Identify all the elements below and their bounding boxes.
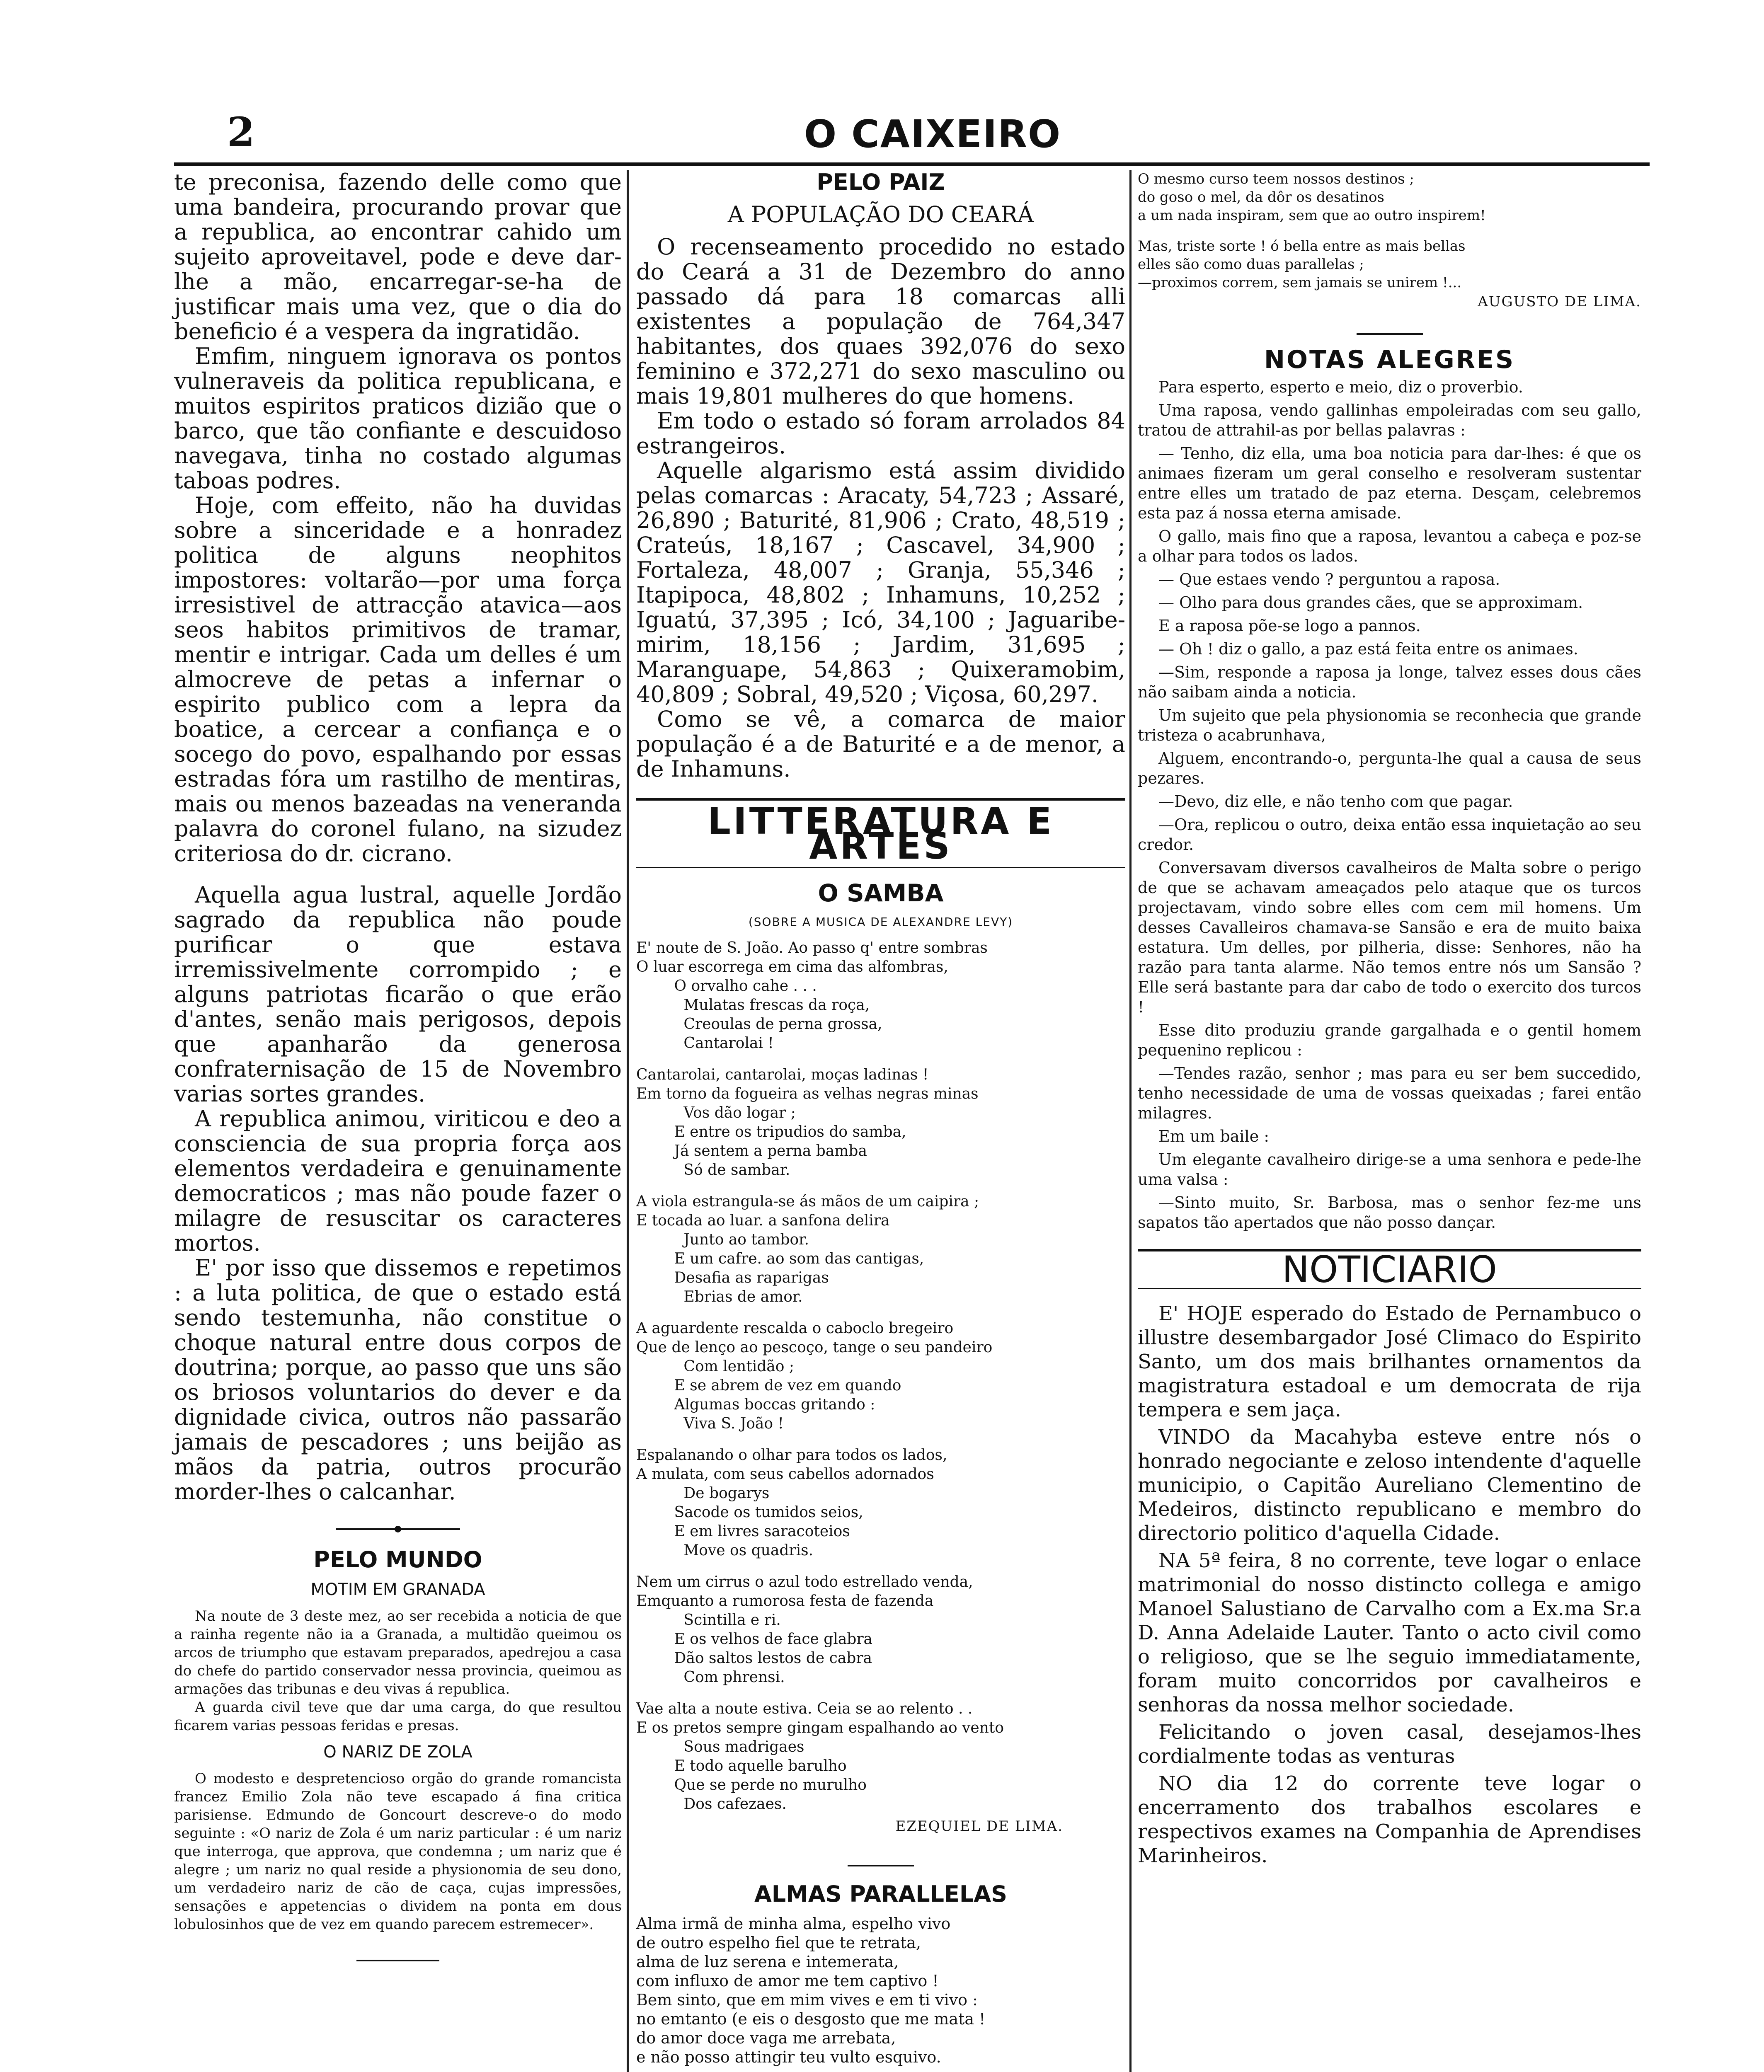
divider: [636, 1848, 1125, 1873]
paragraph: O gallo, mais fino que a raposa, levantou a cabeça e poz-se a olhar para todos os lados.: [1138, 527, 1641, 565]
poem-line: Cantarolai !: [636, 1035, 774, 1052]
signature-augusto: AUGUSTO DE LIMA.: [1478, 293, 1641, 310]
poem-line: do amor doce vaga me arrebata,: [636, 2029, 896, 2047]
poem-line: Move os quadris.: [636, 1542, 814, 1559]
article-title-motim: MOTIM EM GRANADA: [310, 1580, 485, 1599]
poem-almas: [636, 1914, 1125, 2067]
column-2: [636, 170, 1125, 2067]
paragraph: Um sujeito que pela physionomia se reconhecia que grande tristeza o acabrunhava,: [1138, 706, 1641, 744]
poem-line: [636, 1053, 1125, 1065]
paragraph: —Tendes razão, senhor ; mas para eu ser bem succedido, tenho necessidade de uma de vossas queixadas ; farei então milagres.: [1138, 1064, 1641, 1122]
poem-line: Algumas boccas gritando :: [636, 1396, 875, 1413]
paragraph: Para esperto, esperto e meio, diz o proverbio.: [1158, 378, 1523, 396]
paragraph: E' por isso que dissemos e repetimos : a luta politica, de que o estado está sendo testemunha, não constitue o choque natural entre dous corpos de doutrina; porque, ao passo que uns são os briosos voluntarios do dever e da dignidade civica, outros não passarão jamais de pescadores ; uns beijão as mãos da patria, outros procurão morder-lhes o calcanhar.: [174, 1255, 622, 1505]
poem-line: Viva S. João !: [636, 1415, 784, 1432]
article-title-zola: O NARIZ DE ZOLA: [323, 1743, 472, 1762]
poem-line: Cantarolai, cantarolai, moças ladinas !: [636, 1066, 929, 1083]
poem-line: Alma irmã de minha alma, espelho vivo: [636, 1915, 951, 1933]
paragraph: Uma raposa, vendo gallinhas empoleiradas com seu gallo, tratou de attrahil-as por bellas palavras :: [1138, 401, 1641, 439]
column-3: [1138, 170, 1641, 1871]
paragraph: —Sim, responde a raposa ja longe, talvez esses dous cães não saibam ainda a noticia.: [1138, 663, 1641, 701]
paragraph: Alguem, encontrando-o, pergunta-lhe qual a causa de seus pezares.: [1138, 749, 1641, 787]
paragraph: Em um baile :: [1158, 1127, 1270, 1145]
paragraph: Em todo o estado só foram arrolados 84 estrangeiros.: [636, 408, 1125, 459]
poem-line: Com phrensi.: [636, 1669, 785, 1686]
poem-line: Scintilla e ri.: [636, 1612, 781, 1629]
poem-line: E' noute de S. João. Ao passo q' entre sombras: [636, 939, 988, 956]
paragraph: A guarda civil teve que dar uma carga, do que resultou ficarem varias pessoas feridas e presas.: [174, 1699, 622, 1734]
paragraph: O modesto e despretencioso orgão do grande romancista francez Emilio Zola não teve escapado á fina critica parisiense. Edmundo de Goncourt descreve-o do modo seguinte : «O nariz de Zola é um nariz particular : é um nariz que interroga, que approva, que condemna ; um nariz que é alegre ; um nariz no qual reside a physionomia de seu dono, um verdadeiro nariz de cão de caça, cujas impressões, sensações e appetencias o dividem na ponta em dous lobulosinhos que de vez em quando parecem estremecer».: [174, 1770, 622, 1933]
poem-line: e não posso attingir teu vulto esquivo.: [636, 2048, 941, 2066]
divider: [1138, 321, 1641, 341]
poem-line: Mulatas frescas da roça,: [636, 997, 870, 1014]
paragraph: Emfim, ninguem ignorava os pontos vulneraveis da politica republicana, e muitos espiritos praticos dizião que o barco, que tão confiante e descuidoso navegava, tinha no costado algumas taboas podres.: [174, 343, 622, 494]
poem-line: —proximos correm, sem jamais se unirem !...: [1138, 274, 1462, 291]
poem-line: Espalanando o olhar para todos os lados,: [636, 1447, 947, 1464]
poem-line: E todo aquelle barulho: [636, 1757, 847, 1774]
poem-line: O orvalho cahe . . .: [636, 978, 817, 995]
poem-subtitle: (SOBRE A MUSICA DE ALEXANDRE LEVY): [748, 915, 1013, 929]
paragraph: NA 5ª feira, 8 no corrente, teve logar o enlace matrimonial do nosso distincto collega e amigo Manoel Salustiano de Carvalho com a Ex.ma Sr.a D. Anna Adelaide Lauter. Tanto o acto civil como o religioso, que se lhe seguio immediatamente, foram muito concorridos por cavalheiros e senhoras da nossa melhor sociedade.: [1138, 1549, 1641, 1716]
poem-line: [636, 1307, 1125, 1319]
ornament-divider: [174, 1513, 622, 1538]
paragraph: —Devo, diz elle, e não tenho com que pagar.: [1158, 792, 1513, 811]
poem-title-almas: ALMAS PARALLELAS: [754, 1881, 1007, 1907]
poem-line: E os velhos de face glabra: [636, 1631, 873, 1648]
poem-line: do goso o mel, da dôr os desatinos: [1138, 189, 1384, 206]
section-pelo-mundo: PELO MUNDO: [313, 1547, 482, 1573]
poem-line: Mas, triste sorte ! ó bella entre as mais bellas: [1138, 238, 1466, 254]
poem-line: elles são como duas parallelas ;: [1138, 256, 1364, 273]
page-number: 2: [227, 109, 255, 155]
paragraph: E a raposa põe-se logo a pannos.: [1158, 617, 1421, 635]
poem-line: [636, 1180, 1125, 1192]
paragraph: —Ora, replicou o outro, deixa então essa inquietação ao seu credor.: [1138, 816, 1641, 854]
poem-line: Que se perde no murulho: [636, 1777, 867, 1794]
paragraph: te preconisa, fazendo delle como que uma bandeira, procurando provar que a republica, ao encontrar cahido um sujeito aproveitavel, pode e deve dar-lhe a mão, encarregar-se-ha de justificar mais uma vez, que o dia do beneficio é a vespera da ingratidão.: [174, 169, 622, 344]
poem-line: Emquanto a rumorosa festa de fazenda: [636, 1593, 934, 1610]
poem-samba: [636, 939, 1125, 1814]
poem-line: Em torno da fogueira as velhas negras minas: [636, 1085, 979, 1102]
poem-title-samba: O SAMBA: [818, 879, 944, 907]
poem-line: A viola estrangula-se ás mãos de um caipira ;: [636, 1193, 979, 1210]
divider: [174, 1943, 622, 1968]
poem-line: [1138, 225, 1641, 237]
paragraph: Aquelle algarismo está assim dividido pelas comarcas : Aracaty, 54,723 ; Assaré, 26,890 ; Baturité, 81,906 ; Crato, 48,519 ; Crateús, 18,167 ; Cascavel, 34,900 ; Fortaleza, 48,007 ; Granja, 55,346 ; Itapipoca, 48,802 ; Inhamuns, 10,252 ; Iguatú, 37,395 ; Icó, 34,100 ; Jaguaribe-mirim, 18,156 ; Jardim, 31,695 ; Maranguape, 54,863 ; Quixeramobim, 40,809 ; Sobral, 49,520 ; Viçosa, 60,297.: [636, 457, 1125, 707]
poem-line: Com lentidão ;: [636, 1358, 794, 1375]
poem-line: Ebrias de amor.: [636, 1288, 803, 1305]
poem-line: A aguardente rescalda o caboclo bregeiro: [636, 1320, 954, 1337]
paragraph: NO dia 12 do corrente teve logar o encerramento dos trabalhos escolares e respectivos exames na Companhia de Aprendises Marinheiros.: [1138, 1772, 1641, 1867]
column-rule-1: [627, 170, 629, 2072]
poem-line: A mulata, com seus cabellos adornados: [636, 1466, 934, 1483]
poem-line: de outro espelho fiel que te retrata,: [636, 1934, 921, 1952]
paragraph: E' HOJE esperado do Estado de Pernambuco o illustre desembargador José Climaco do Espirito Santo, um dos mais brilhantes ornamentos da magistratura estadoal e um democrata de rija tempera e sem jaça.: [1138, 1302, 1641, 1421]
section-litteratura-banner: LITTERATURA E ARTES: [636, 798, 1125, 868]
paragraph: Conversavam diversos cavalheiros de Malta sobre o perigo de que se achavam ameaçados pelo ataque que os turcos projectavam, vindo sobre elles com cem mil homens. Um desses Cavalleiros chamava-se Sansão e era de muito baixa estatura. Um delles, por pilheria, disse: Senhores, não ha razão para tanta alarme. Não temos entre nós um Sansão ? Elle será bastante para dar cabo de todo o exercito dos turcos !: [1138, 859, 1641, 1016]
poem-line: [636, 1433, 1125, 1446]
poem-line: Creoulas de perna grossa,: [636, 1016, 882, 1033]
poem-line: [636, 1560, 1125, 1573]
column-1: [174, 170, 622, 1977]
poem-line: no emtanto (e eis o desgosto que me mata !: [636, 2010, 986, 2028]
paragraph: Felicitando o joven casal, desejamos-lhes cordialmente todas as venturas: [1138, 1721, 1641, 1768]
poem-line: Dão saltos lestos de cabra: [636, 1650, 872, 1667]
section-pelo-paiz: PELO PAIZ: [817, 169, 945, 195]
paragraph: Um elegante cavalheiro dirige-se a uma senhora e pede-lhe uma valsa :: [1138, 1150, 1641, 1188]
header-rule: [174, 162, 1650, 166]
article-title-ceara: A POPULAÇÃO DO CEARÁ: [727, 201, 1034, 228]
poem-line: Nem um cirrus o azul todo estrellado venda,: [636, 1573, 973, 1590]
poem-line: E em livres saracoteios: [636, 1523, 850, 1540]
poem-line: De bogarys: [636, 1485, 770, 1502]
ornament-icon: [336, 1525, 460, 1533]
poem-line: Bem sinto, que em mim vives e em ti vivo :: [636, 1991, 978, 2009]
paragraph: Hoje, com effeito, não ha duvidas sobre a sinceridade e a honradez politica de alguns neophitos impostores: voltarão—por uma força irresistivel de attracção atavica—aos seos habitos primitivos de tramar, mentir e intrigar. Cada um delles é um almocreve de petas a infernar o espirito publico com a lepra da boatice, a cercear a confiança e o socego do povo, espalhando por essas estradas fóra um rastilho de mentiras, mais ou menos bazeadas na veneranda palavra do coronel fulano, na sizudez criteriosa do dr. cicrano.: [174, 492, 622, 867]
paragraph: Esse dito produziu grande gargalhada e o gentil homem pequenino replicou :: [1138, 1021, 1641, 1059]
section-notas-alegres: NOTAS ALEGRES: [1264, 345, 1515, 374]
paragraph: VINDO da Macahyba esteve entre nós o honrado negociante e zeloso intendente d'aquelle municipio, o Capitão Aureliano Clementino de Medeiros, distincto republicano e membro do directorio politico d'aquella Cidade.: [1138, 1426, 1641, 1545]
poem-line: com influxo de amor me tem captivo !: [636, 1972, 939, 1990]
poem-line: Desafia as raparigas: [636, 1269, 829, 1286]
section-noticiario-banner: NOTICIARIO: [1138, 1249, 1641, 1289]
poem-line: E um cafre. ao som das cantigas,: [636, 1250, 924, 1267]
poem-almas-continued: [1138, 170, 1641, 292]
poem-line: Vae alta a noute estiva. Ceia se ao relento . .: [636, 1700, 973, 1717]
paragraph: Aquella agua lustral, aquelle Jordão sagrado da republica não poude purificar o que estava irremissivelmente corrompido ; e alguns patriotas ficarão o que erão d'antes, senão mais perigosos, depois que apanharão da generosa confraternisação de 15 de Novembro varias sortes grandes.: [174, 882, 622, 1107]
poem-line: O luar escorrega em cima das alfombras,: [636, 959, 948, 975]
poem-line: Vos dão logar ;: [636, 1104, 796, 1121]
poem-line: Junto ao tambor.: [636, 1231, 809, 1248]
paragraph: — Que estaes vendo ? perguntou a raposa.: [1158, 570, 1500, 588]
paragraph: —Sinto muito, Sr. Barbosa, mas o senhor fez-me uns sapatos tão apertados que não posso dançar.: [1138, 1193, 1641, 1232]
paragraph: — Olho para dous grandes cães, que se approximam.: [1158, 593, 1583, 612]
poem-line: [636, 1687, 1125, 1699]
paragraph: O recenseamento procedido no estado do Ceará a 31 de Dezembro do anno passado dá para 18 comarcas alli existentes a população de 764,347 habitantes, dos quaes 392,076 do sexo feminino e 372,271 do sexo masculino ou mais 19,801 mulheres do que homens.: [636, 234, 1125, 409]
paragraph: Na noute de 3 deste mez, ao ser recebida a noticia de que a rainha regente não ia a Granada, a multidão queimou os arcos de triumpho que estavam preparados, apedrejou a casa do chefe do partido conservador nessa provincia, queimou as armações das tribunas e deu vivas á republica.: [174, 1608, 622, 1697]
poem-line: Que de lenço ao pescoço, tange o seu pandeiro: [636, 1339, 993, 1356]
notas-alegres-body: [1138, 377, 1641, 1232]
noticiario-body: [1138, 1302, 1641, 1868]
poem-line: alma de luz serena e intemerata,: [636, 1953, 899, 1971]
poem-line: Já sentem a perna bamba: [636, 1143, 867, 1159]
poem-line: Só de sambar.: [636, 1162, 790, 1179]
poem-line: Sacode os tumidos seios,: [636, 1504, 863, 1521]
signature-ezequiel: EZEQUIEL DE LIMA.: [895, 1818, 1063, 1835]
paragraph: — Tenho, diz ella, uma boa noticia para dar-lhes: é que os animaes fizeram um geral conselho e resolveram sustentar entre elles um tratado de paz eterna. Desçam, celebremos esta paz á nossa eterna amisade.: [1138, 444, 1641, 522]
poem-line: O mesmo curso teem nossos destinos ;: [1138, 171, 1414, 187]
poem-line: E se abrem de vez em quando: [636, 1377, 901, 1394]
column-rule-2: [1129, 170, 1132, 2072]
poem-line: a um nada inspiram, sem que ao outro inspirem!: [1138, 207, 1486, 224]
poem-line: Sous madrigaes: [636, 1738, 804, 1755]
poem-line: E tocada ao luar. a sanfona delira: [636, 1212, 890, 1229]
poem-line: Dos cafezaes.: [636, 1796, 787, 1813]
paragraph: Como se vê, a comarca de maior população é a de Baturité e a de menor, a de Inhamuns.: [636, 706, 1125, 782]
newspaper-title: O CAIXEIRO: [804, 112, 1061, 156]
paragraph: A republica animou, viriticou e deo a consciencia de sua propria força aos elementos verdadeira e genuinamente democraticos ; mas não poude fazer o milagre de resuscitar os caracteres mortos.: [174, 1106, 622, 1256]
paragraph: — Oh ! diz o gallo, a paz está feita entre os animaes.: [1158, 640, 1578, 658]
poem-line: E entre os tripudios do samba,: [636, 1123, 906, 1140]
poem-line: E os pretos sempre gingam espalhando ao vento: [636, 1719, 1004, 1736]
